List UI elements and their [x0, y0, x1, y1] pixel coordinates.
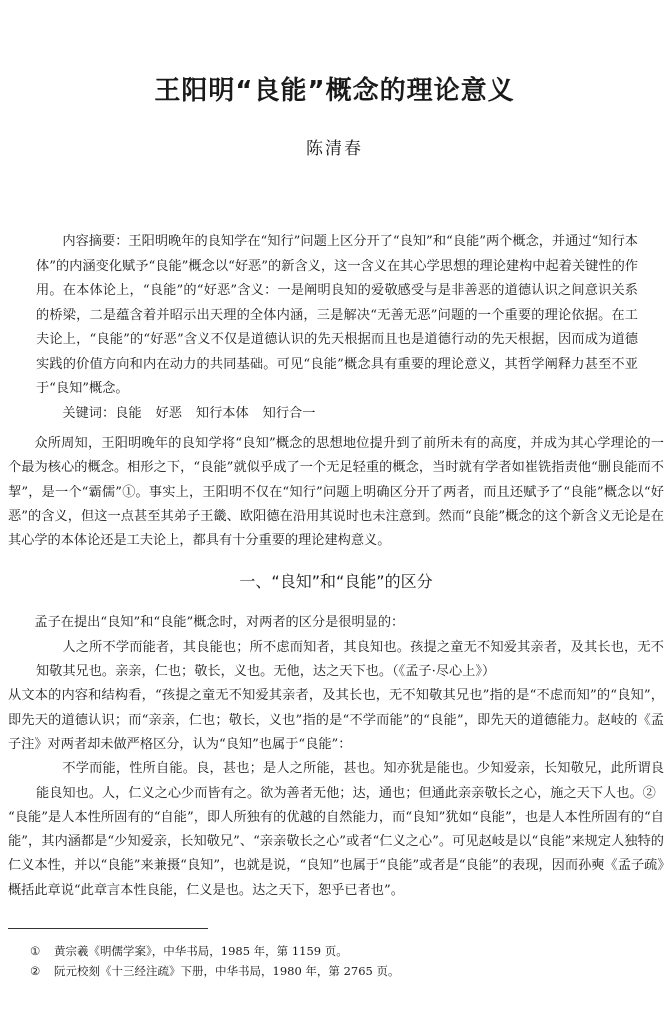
intro-paragraph: 众所周知，王阳明晚年的良知学将“良知”概念的思想地位提升到了前所未有的高度，并成为其心学理论的一个最为核心的概念。相形之下，“良能”就似乎成了一个无足轻重的概念，当时就有学者如崔铣指责他“删良能而不挈”，是一个“霸儒”①。事实上，王阳明不仅在“知行”问题上明确区分开了两者，而且还赋予了“良能”概念以“好恶”的含义，但这一点甚至其弟子王畿、欧阳德在沿用其说时也未注意到。然而“良能”概念的这个新含义无论是在其心学的本体论还是工夫论上，都具有十分重要的理论建构意义。 [8, 436, 664, 549]
paper-author: 陈清春 [306, 139, 363, 159]
footnote-item [30, 941, 630, 961]
body-paragraph: “良能”是人本性所固有的“自能”，即人所独有的优越的自然能力，而“良知”犹如“良能”，也是人本性所固有的“自能”，其内涵都是“少知爱亲，长知敬兄”、“亲亲敬长之心”或者“仁义之心”。可见赵岐是以“良能”来规定人独特的仁义本性，并以“良能”来兼摄“良知”，也就是说，“良知”也属于“良能”或者是“良能”的表现，因而孙奭《孟子疏》概括此章说“此章言本性良能，仁义是也。达之天下，恕乎已者也”。 [8, 809, 664, 898]
footnotes [30, 941, 630, 981]
keyword: 良能 [115, 405, 142, 421]
footnote-text: 黄宗羲《明儒学案》，中华书局，1985 年，第 1159 页。 [54, 944, 348, 958]
keywords-line [36, 402, 638, 427]
footnote-item [30, 961, 630, 981]
paper-title: 王阳明“良能”概念的理论意义 [154, 76, 515, 106]
keywords-label: 关键词： [62, 405, 116, 421]
footnote-mark: ② [30, 964, 41, 978]
abstract-block [36, 230, 638, 426]
keyword: 好恶 [155, 405, 182, 421]
block-quote: 不学而能，性所自能。良，甚也；是人之所能，甚也。知亦犹是能也。少知爱亲，长知敬兄，此所谓良能良知也。人，仁义之心少而皆有之。欲为善者无他；达，通也；但通此亲亲敬长之心，施之天下人也。② [36, 761, 664, 801]
keyword: 知行合一 [262, 405, 316, 421]
body-paragraph: 从文本的内容和结构看，“孩提之童无不知爱其亲者，及其长也，无不知敬其兄也”指的是“不虑而知”的“良知”，即先天的道德认识；而“亲亲，仁也；敬长，义也”指的是“不学而能”的“良能”，即先天的道德能力。赵岐的《孟子注》对两者却未做严格区分，认为“良知”也属于“良能”： [8, 688, 664, 752]
abstract-text: 内容摘要：王阳明晚年的良知学在“知行”问题上区分开了“良知”和“良能”两个概念，并通过“知行本体”的内涵变化赋予“良能”概念以“好恶”的新含义，这一含义在其心学思想的理论建构中起着关键性的作用。在本体论上，“良能”的“好恶”含义：一是阐明良知的爱敬感受与是非善恶的道德认识之间意识关系的桥梁，二是蕴含着并昭示出天理的全体内涵，三是解决“无善无恶”问题的一个重要的理论依据。在工夫论上，“良能”的“好恶”含义不仅是道德认识的先天根据而且也是道德行动的先天根据，因而成为道德实践的价值方向和内在动力的共同基础。可见“良能”概念具有重要的理论意义，其哲学阐释力甚至不亚于“良知”概念。 [36, 234, 638, 396]
keyword: 知行本体 [195, 405, 249, 421]
footnote-mark: ① [30, 944, 41, 958]
footnote-divider [8, 928, 208, 929]
block-quote: 人之所不学而能者，其良能也；所不虑而知者，其良知也。孩提之童无不知爱其亲者，及其长也，无不知敬其兄也。亲亲，仁也；敬长，义也。无他，达之天下也。（《孟子·尽心上》） [36, 639, 664, 680]
footnote-text: 阮元校刻《十三经注疏》下册，中华书局，1980 年，第 2765 页。 [54, 964, 400, 978]
section-heading: 一、“良知”和“良能”的区分 [239, 572, 433, 592]
body-text [8, 432, 664, 903]
body-paragraph: 孟子在提出“良知”和“良能”概念时，对两者的区分是很明显的： [34, 615, 405, 631]
